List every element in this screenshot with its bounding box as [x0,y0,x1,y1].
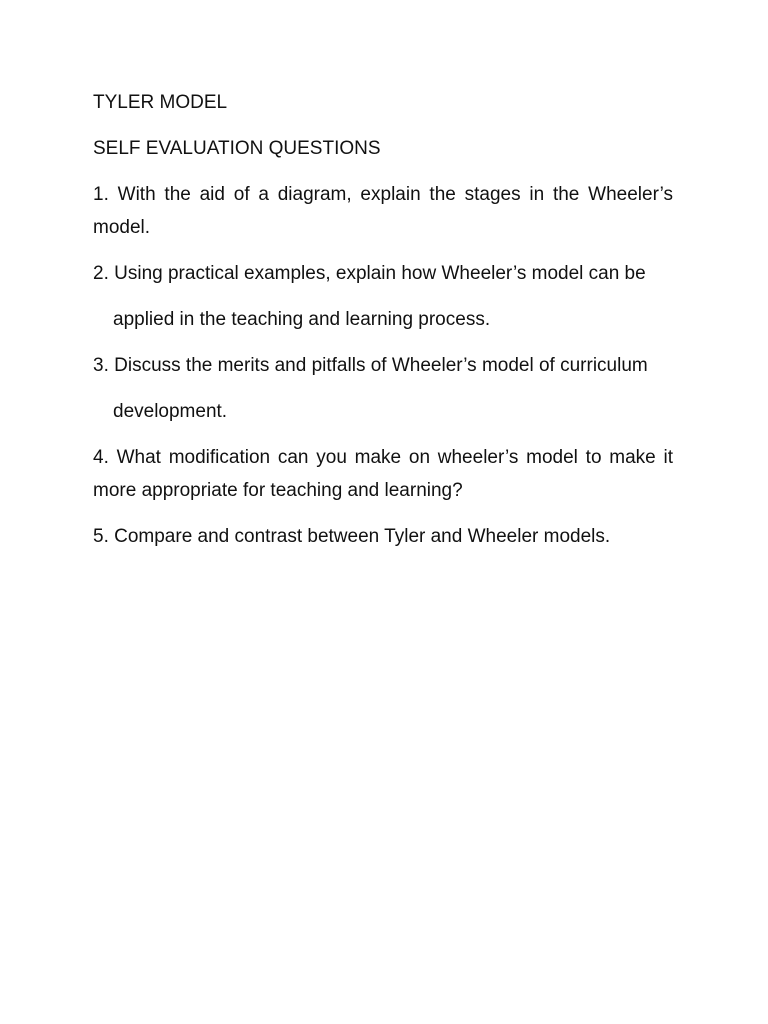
question-3-continuation: development. [113,401,228,422]
section-heading: SELF EVALUATION QUESTIONS [93,138,381,159]
question-4: 4. What modification can you make on wheeler’s model to make it more appropriate for teaching and learning? [93,447,673,501]
question-2-continuation: applied in the teaching and learning process. [113,309,491,330]
question-5: 5. Compare and contrast between Tyler and Wheeler models. [93,526,611,547]
question-2: 2. Using practical examples, explain how Wheeler’s model can be [93,263,646,284]
question-1: 1. With the aid of a diagram, explain the stages in the Wheeler’s model. [93,184,673,238]
document-content [93,86,673,566]
question-3: 3. Discuss the merits and pitfalls of Wheeler’s model of curriculum [93,355,648,376]
document-title: TYLER MODEL [93,92,228,113]
